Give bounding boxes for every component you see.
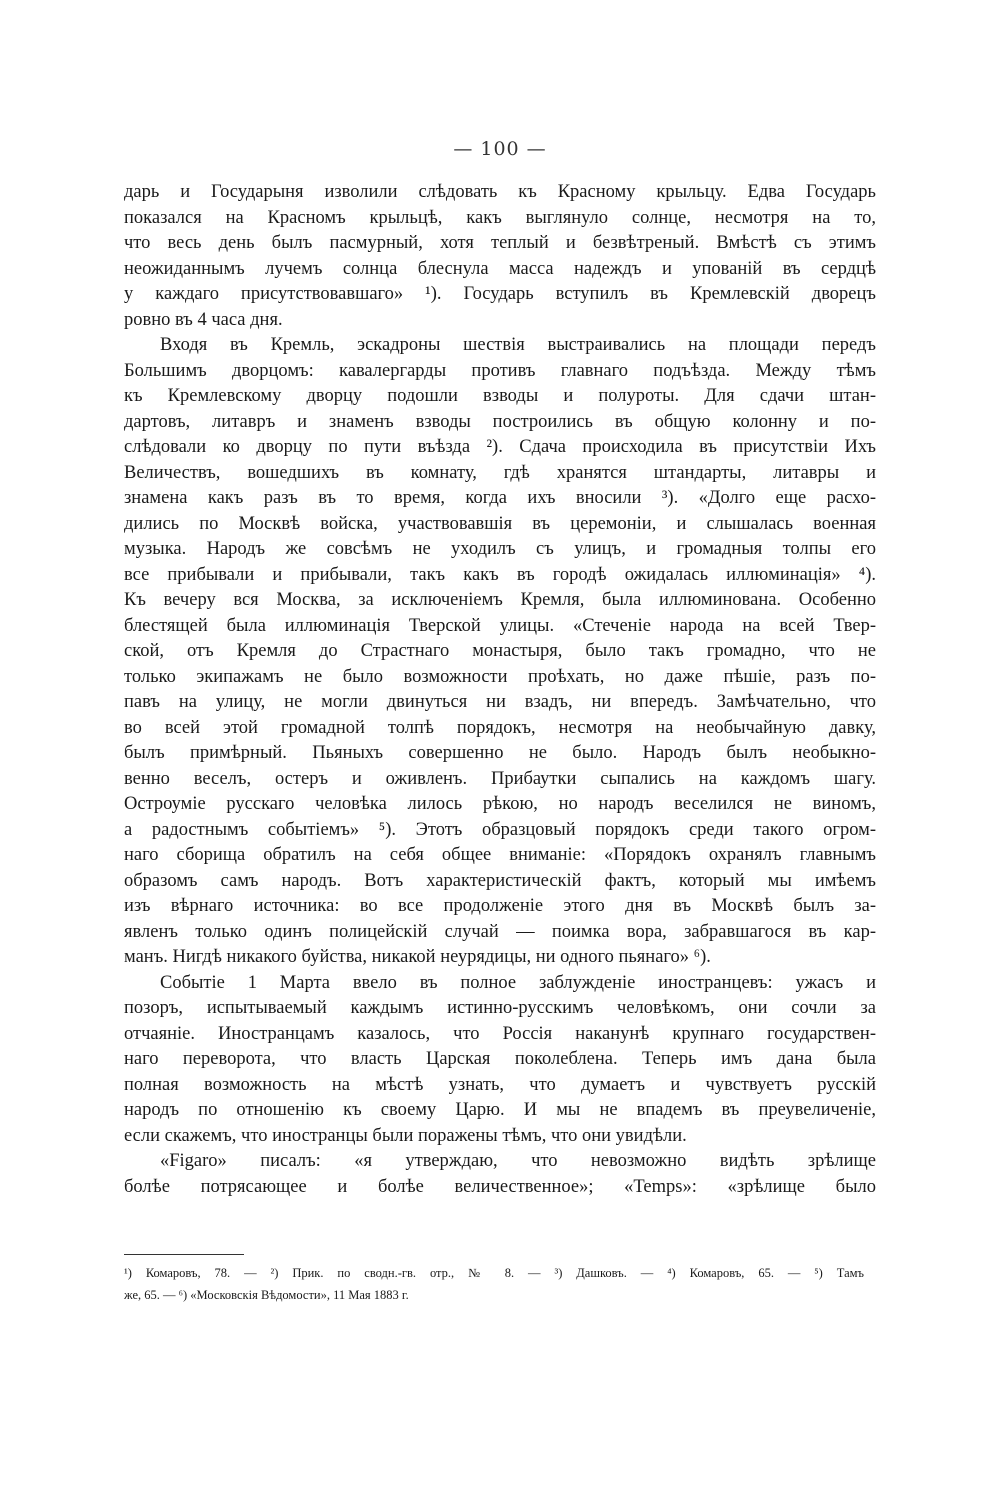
text-line: только экипажамъ не было возможности проѣхать, но даже пѣшіе, разъ по- — [124, 666, 876, 687]
text-line: показался на Красномъ крыльцѣ, какъ выглянуло солнце, несмотря на то, — [124, 207, 876, 228]
text-line: отчаяніе. Иностранцамъ казалось, что Россія наканунѣ крупнаго государствен- — [124, 1023, 876, 1044]
text-line: наго переворота, что власть Царская поколеблена. Теперь имъ дана была — [124, 1049, 876, 1069]
text-line: Остроуміе русскаго человѣка лилось рѣкою, но народъ веселился не виномъ, — [124, 794, 876, 814]
text-line: болѣе потрясающее и болѣе величественное»; «Temps»: «зрѣлище было — [124, 1176, 876, 1197]
text-line: дартовъ, литавръ и знаменъ взводы построились въ общую колонну и по- — [124, 411, 876, 432]
text-line: Событіе 1 Марта ввело въ полное заблужденіе иностранцевъ: ужасъ и — [160, 972, 876, 993]
text-line: дились по Москвѣ войска, участвовавшія въ церемоніи, и слышалась военная — [124, 513, 876, 534]
footnote-line: же, 65. — ⁶) «Московскія Вѣдомости», 11 Мая 1883 г. — [124, 1288, 409, 1302]
text-line: Величествъ, вошедшихъ въ комнату, гдѣ хранятся штандарты, литавры и — [124, 462, 876, 483]
footnote-line: ¹) Комаровъ, 78. — ²) Прик. по сводн.-гв. отр., № 8. — ³) Дашковъ. — ⁴) Комаровъ, 65. — ⁵) Тамъ — [124, 1266, 864, 1280]
text-line: во всей этой громадной толпѣ порядокъ, несмотря на необычайную давку, — [124, 717, 876, 738]
text-line: изъ вѣрнаго источника: во все продолженіе этого дня въ Москвѣ былъ за- — [124, 896, 876, 916]
text-line: неожиданнымъ лучемъ солнца блеснула масса надеждъ и упованій въ сердцѣ — [124, 258, 876, 279]
text-line: а радостнымъ событіемъ» ⁵). Этотъ образцовый порядокъ среди такого огром- — [124, 819, 876, 840]
text-line: павъ на улицу, не могли двинуться ни взадъ, ни впередъ. Замѣчательно, что — [124, 692, 876, 712]
text-line: Входя въ Кремль, эскадроны шествія выстраивались на площади передъ — [160, 335, 876, 355]
text-line: былъ примѣрный. Пьяныхъ совершенно не было. Народъ былъ необыкно- — [124, 743, 876, 763]
text-line: дарь и Государыня изволили слѣдовать къ Красному крыльцу. Едва Государь — [124, 182, 876, 202]
text-line: если скажемъ, что иностранцы были поражены тѣмъ, что они увидѣли. — [124, 1125, 687, 1146]
footnote-divider — [124, 1254, 244, 1255]
text-line: у каждаго присутствовавшаго» ¹). Государь вступилъ въ Кремлевскій дворецъ — [124, 284, 876, 304]
text-line: ровно въ 4 часа дня. — [124, 309, 283, 330]
text-line: полная возможность на мѣстѣ узнать, что думаетъ и чувствуетъ русскій — [124, 1074, 876, 1095]
footnotes — [124, 1262, 864, 1306]
text-line: наго сборища обратилъ на себя общее вниманіе: «Порядокъ охранялъ главнымъ — [124, 845, 876, 865]
body-text — [124, 180, 876, 1200]
text-line: музыка. Народъ же совсѣмъ не уходилъ съ улицъ, и громадныя толпы его — [124, 539, 876, 559]
text-line: явленъ только одинъ полицейскій случай — поимка вора, забравшагося въ кар- — [124, 921, 876, 942]
text-line: образомъ самъ народъ. Вотъ характеристическій фактъ, который мы имѣемъ — [124, 870, 876, 891]
text-line: Большимъ дворцомъ: кавалергарды противъ главнаго подъѣзда. Между тѣмъ — [124, 360, 876, 381]
text-line: венно веселъ, остеръ и оживленъ. Прибаутки сыпались на каждомъ шагу. — [124, 768, 876, 789]
text-line: народъ по отношенію къ своему Царю. И мы не впадемъ въ преувеличеніе, — [124, 1100, 876, 1120]
text-line: манъ. Нигдѣ никакого буйства, никакой неурядицы, ни одного пьянаго» ⁶). — [124, 947, 711, 967]
text-line: «Figaro» писалъ: «я утверждаю, что невозможно видѣть зрѣлище — [160, 1151, 876, 1171]
text-line: слѣдовали ко дворцу по пути въѣзда ²). Сдача происходила въ присутствіи Ихъ — [124, 437, 876, 457]
text-line: ской, отъ Кремля до Страстнаго монастыря, было такъ громадно, что не — [124, 641, 876, 661]
text-line: Къ вечеру вся Москва, за исключеніемъ Кремля, была иллюминована. Особенно — [124, 590, 876, 610]
text-line: знамена какъ разъ въ то время, когда ихъ вносили ³). «Долго еще расхо- — [124, 488, 876, 508]
page-number: — 100 — — [453, 138, 547, 160]
text-line: къ Кремлевскому дворцу подошли взводы и полуроты. Для сдачи штан- — [124, 386, 876, 406]
text-line: что весь день былъ пасмурный, хотя теплый и безвѣтреный. Вмѣстѣ съ этимъ — [124, 233, 876, 253]
text-line: все прибывали и прибывали, такъ какъ въ городѣ ожидалась иллюминація» ⁴). — [124, 564, 876, 585]
text-line: позоръ, испытываемый каждымъ истинно-русскимъ человѣкомъ, они сочли за — [124, 998, 876, 1018]
text-line: блестящей была иллюминація Тверской улицы. «Стеченіе народа на всей Твер- — [124, 615, 876, 636]
